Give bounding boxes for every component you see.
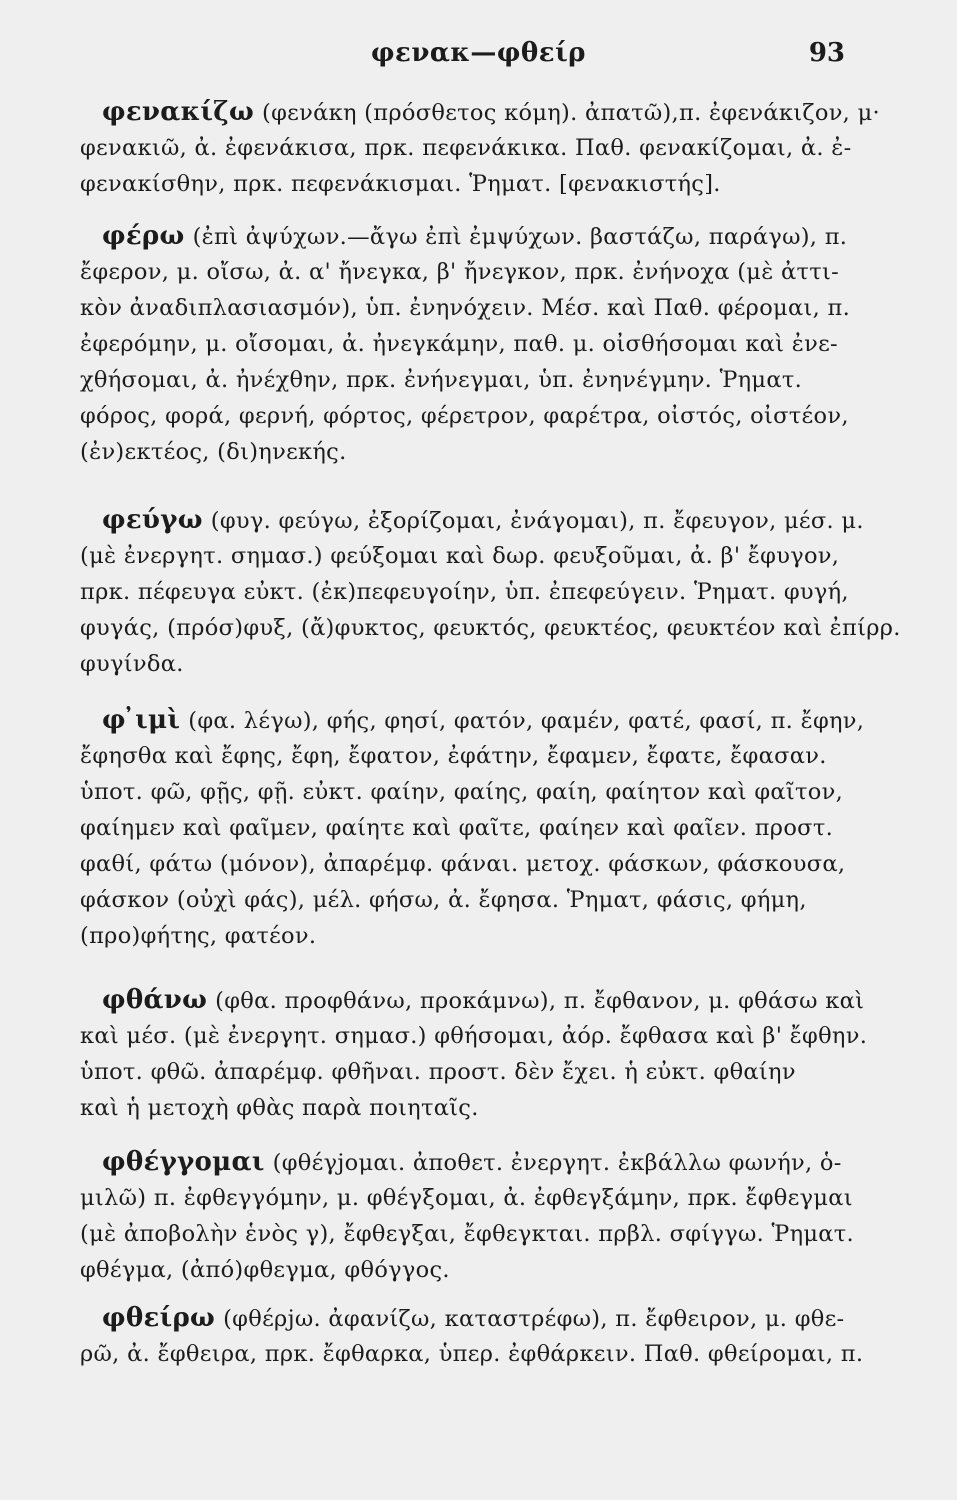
dictionary-entry (80, 218, 860, 470)
entry-text: (ἐπὶ ἀψύχων.—ἄγω ἐπὶ ἐμψύχων. βαστάζω, παράγω), π. (192, 224, 848, 250)
entry-headword: φ ̓ιμὶ (102, 705, 181, 735)
dictionary-entry (80, 94, 880, 202)
entry-headword: φθάνω (102, 985, 208, 1015)
entry-line: ὑποτ. φθῶ. ἀπαρέμφ. φθῆναι. προστ. δὲν ἔχει. ἡ εὐκτ. φθαίην (80, 1059, 796, 1085)
entry-line: (μὲ ἐνεργητ. σημασ.) φεύξομαι καὶ δωρ. φευξοῦμαι, ἀ. β' ἔφυγον, (80, 543, 840, 569)
entry-line: μιλῶ) π. ἐφθεγγόμην, μ. φθέγξομαι, ἀ. ἐφθεγξάμην, πρκ. ἔφθεγμαι (80, 1185, 853, 1211)
dictionary-entry (80, 1144, 860, 1288)
entry-line: φθέγμα, (ἀπό)φθεγμα, φθόγγος. (80, 1257, 450, 1283)
entry-text: (φενάκη (πρόσθετος κόμη). ἀπατῶ),π. ἐφενάκιζον, μ· (262, 100, 880, 126)
entry-headword: φενακίζω (102, 97, 255, 127)
entry-line: (μὲ ἀποβολὴν ἑνὸς γ), ἔφθεγξαι, ἔφθεγκται. πρβλ. σφίγγω. Ῥηματ. (80, 1221, 855, 1247)
entry-text: (φθέρjω. ἀφανίζω, καταστρέφω), π. ἔφθειρον, μ. φθε- (223, 1306, 845, 1332)
entry-text: (φυγ. φεύγω, ἐξορίζομαι, ἐνάγομαι), π. ἔφευγον, μέσ. μ. (210, 508, 864, 534)
entry-line: φόρος, φορά, φερνή, φόρτος, φέρετρον, φαρέτρα, οἰστός, οἰστέον, (80, 403, 849, 429)
entry-text: (φα. λέγω), φής, φησί, φατόν, φαμέν, φατέ, φασί, π. ἔφην, (188, 708, 865, 734)
entry-line: ὑποτ. φῶ, φῇς, φῇ. εὐκτ. φαίην, φαίης, φαίη, φαίητον καὶ φαῖτον, (80, 779, 844, 805)
entry-line: ρῶ, ἀ. ἔφθειρα, πρκ. ἔφθαρκα, ὑπερ. ἐφθάρκειν. Παθ. φθείρομαι, π. (80, 1341, 864, 1367)
entry-first-line (80, 1300, 860, 1336)
entry-first-line (80, 982, 865, 1018)
entry-headword: φθείρω (102, 1303, 216, 1333)
entry-text: (φθέγjομαι. ἀποθετ. ἐνεργητ. ἐκβάλλω φωνήν, ὁ- (272, 1150, 842, 1176)
entry-first-line (80, 702, 865, 738)
entry-line: κὸν ἀναδιπλασιασμόν), ὑπ. ἐνηνόχειν. Μέσ. καὶ Παθ. φέρομαι, π. (80, 295, 851, 321)
dictionary-entry (80, 982, 868, 1126)
entry-line: φενακίσθην, πρκ. πεφενάκισμαι. Ῥηματ. [φενακιστής]. (80, 171, 721, 197)
entry-line: φυγάς, (πρόσ)φυξ, (ἄ)φυκτος, φευκτός, φευκτέος, φευκτέον καὶ ἐπίρρ. (80, 615, 901, 641)
entry-first-line (80, 218, 860, 254)
dictionary-entry (80, 502, 901, 682)
entry-line: φάσκον (οὐχὶ φάς), μέλ. φήσω, ἀ. ἔφησα. Ῥηματ, φάσις, φήμη, (80, 887, 807, 913)
entry-line: καὶ ἡ μετοχὴ φθὰς παρὰ ποιηταῖς. (80, 1095, 479, 1121)
entry-line: φαίημεν καὶ φαῖμεν, φαίητε καὶ φαῖτε, φαίηεν καὶ φαῖεν. προστ. (80, 815, 834, 841)
entry-line: φυγίνδα. (80, 651, 184, 677)
entry-line: ἐφερόμην, μ. οἴσομαι, ἀ. ἠνεγκάμην, παθ. μ. οἰσθήσομαι καὶ ἐνε- (80, 331, 838, 357)
entry-text: (φθα. προφθάνω, προκάμνω), π. ἔφθανον, μ. φθάσω καὶ (215, 988, 865, 1014)
dictionary-entry (80, 1300, 864, 1372)
entry-headword: φέρω (102, 221, 185, 251)
entry-headword: φεύγω (102, 505, 203, 535)
entry-first-line (80, 502, 864, 538)
entry-line: ἔφησθα καὶ ἔφης, ἔφη, ἔφατον, ἐφάτην, ἔφαμεν, ἔφατε, ἔφασαν. (80, 743, 827, 769)
entry-line: ἔφερον, μ. οἴσω, ἀ. α' ἤνεγκα, β' ἤνεγκον, πρκ. ἐνήνοχα (μὲ ἀττι- (80, 259, 840, 285)
entry-line: φαθί, φάτω (μόνον), ἀπαρέμφ. φάναι. μετοχ. φάσκων, φάσκουσα, (80, 851, 846, 877)
entry-headword: φθέγγομαι (102, 1147, 265, 1177)
running-head: φενακ—φθείρ (371, 38, 586, 68)
entry-line: καὶ μέσ. (μὲ ἐνεργητ. σημασ.) φθήσομαι, ἀόρ. ἔφθασα καὶ β' ἔφθην. (80, 1023, 868, 1049)
entry-first-line (80, 94, 880, 130)
entry-line: χθήσομαι, ἀ. ἠνέχθην, πρκ. ἐνήνεγμαι, ὑπ. ἐνηνέγμην. Ῥηματ. (80, 367, 803, 393)
page-number: 93 (808, 38, 845, 68)
entry-line: φενακιῶ, ἀ. ἐφενάκισα, πρκ. πεφενάκικα. Παθ. φενακίζομαι, ἀ. ἐ- (80, 135, 852, 161)
entry-line: (ἐν)εκτέος, (δι)ηνεκής. (80, 439, 347, 465)
entry-first-line (80, 1144, 860, 1180)
dictionary-entry (80, 702, 865, 954)
entry-line: πρκ. πέφευγα εὐκτ. (ἐκ)πεφευγοίην, ὑπ. ἐπεφεύγειν. Ῥηματ. φυγή, (80, 579, 849, 605)
entry-line: (προ)φήτης, φατέον. (80, 923, 317, 949)
page-header (0, 38, 957, 78)
